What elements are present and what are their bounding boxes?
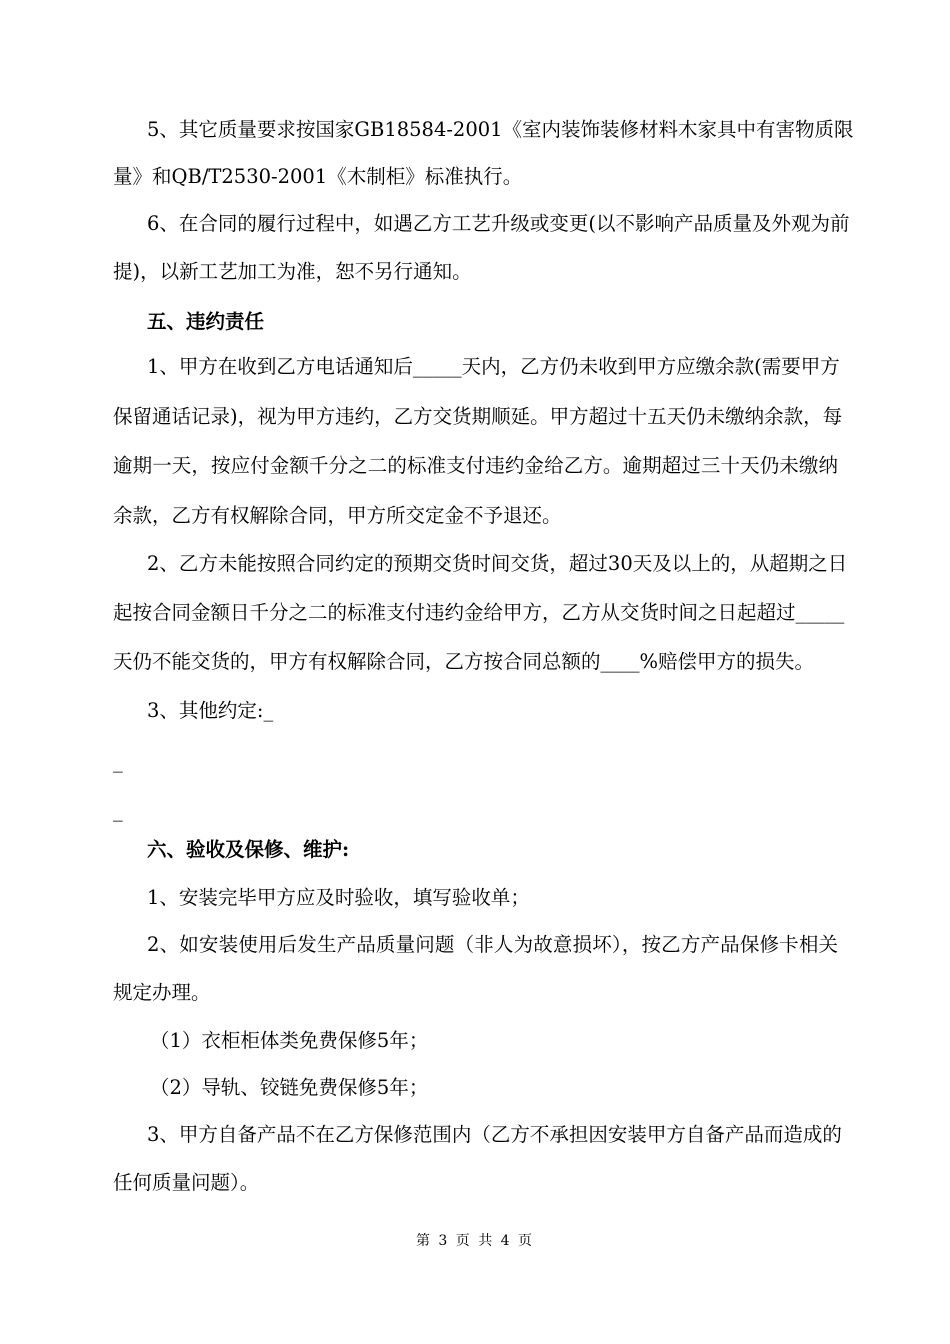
section-heading-breach: 五、违约责任 — [147, 310, 265, 333]
breach-2-line-3: 天仍不能交货的，甲方有权解除合同，乙方按合同总额的____%赔偿甲方的损失。 — [113, 650, 815, 673]
breach-2-line-1: 2、乙方未能按照合同约定的预期交货时间交货，超过30天及以上的，从超期之日 — [147, 552, 848, 575]
clause-6-line-1: 6、在合同的履行过程中，如遇乙方工艺升级或变更(以不影响产品质量及外观为前 — [147, 212, 850, 235]
breach-1-line-2: 保留通话记录)，视为甲方违约，乙方交货期顺延。甲方超过十五天仍未缴纳余款，每 — [113, 405, 843, 428]
breach-3-line-3: _ — [113, 799, 123, 822]
breach-3-line-2: _ — [113, 750, 123, 773]
breach-2-line-2: 起按合同金额日千分之二的标准支付违约金给甲方，乙方从交货时间之日起超过_____ — [113, 601, 845, 624]
acceptance-2-line-1: 2、如安装使用后发生产品质量问题（非人为故意损坏），按乙方产品保修卡相关 — [147, 933, 838, 956]
clause-6-line-2: 提)，以新工艺加工为准，恕不另行通知。 — [113, 260, 472, 283]
acceptance-2-line-2: 规定办理。 — [113, 981, 211, 1004]
acceptance-3-line-1: 3、甲方自备产品不在乙方保修范围内（乙方不承担因安装甲方自备产品而造成的 — [147, 1123, 842, 1146]
breach-1-line-1: 1、甲方在收到乙方电话通知后_____天内，乙方仍未收到甲方应缴余款(需要甲方 — [147, 355, 840, 378]
warranty-item-1: （1）衣柜柜体类免费保修5年； — [150, 1029, 429, 1052]
page-number-footer: 第 3 页 共 4 页 — [415, 1233, 535, 1249]
acceptance-1: 1、安装完毕甲方应及时验收，填写验收单； — [147, 886, 530, 909]
section-heading-acceptance: 六、验收及保修、维护: — [147, 838, 350, 861]
breach-1-line-3: 逾期一天，按应付金额千分之二的标准支付违约金给乙方。逾期超过三十天仍未缴纳 — [113, 454, 838, 477]
warranty-item-2: （2）导轨、铰链免费保修5年； — [150, 1076, 429, 1099]
breach-3-line-1: 3、其他约定:_ — [147, 699, 274, 722]
clause-5-line-1: 5、其它质量要求按国家GB18584-2001《室内装饰装修材料木家具中有害物质限 — [147, 118, 854, 141]
clause-5-line-2: 量》和QB/T2530-2001《木制柜》标准执行。 — [113, 165, 523, 188]
acceptance-3-line-2: 任何质量问题）。 — [113, 1171, 260, 1194]
breach-1-line-4: 余款，乙方有权解除合同，甲方所交定金不予退还。 — [113, 504, 562, 527]
